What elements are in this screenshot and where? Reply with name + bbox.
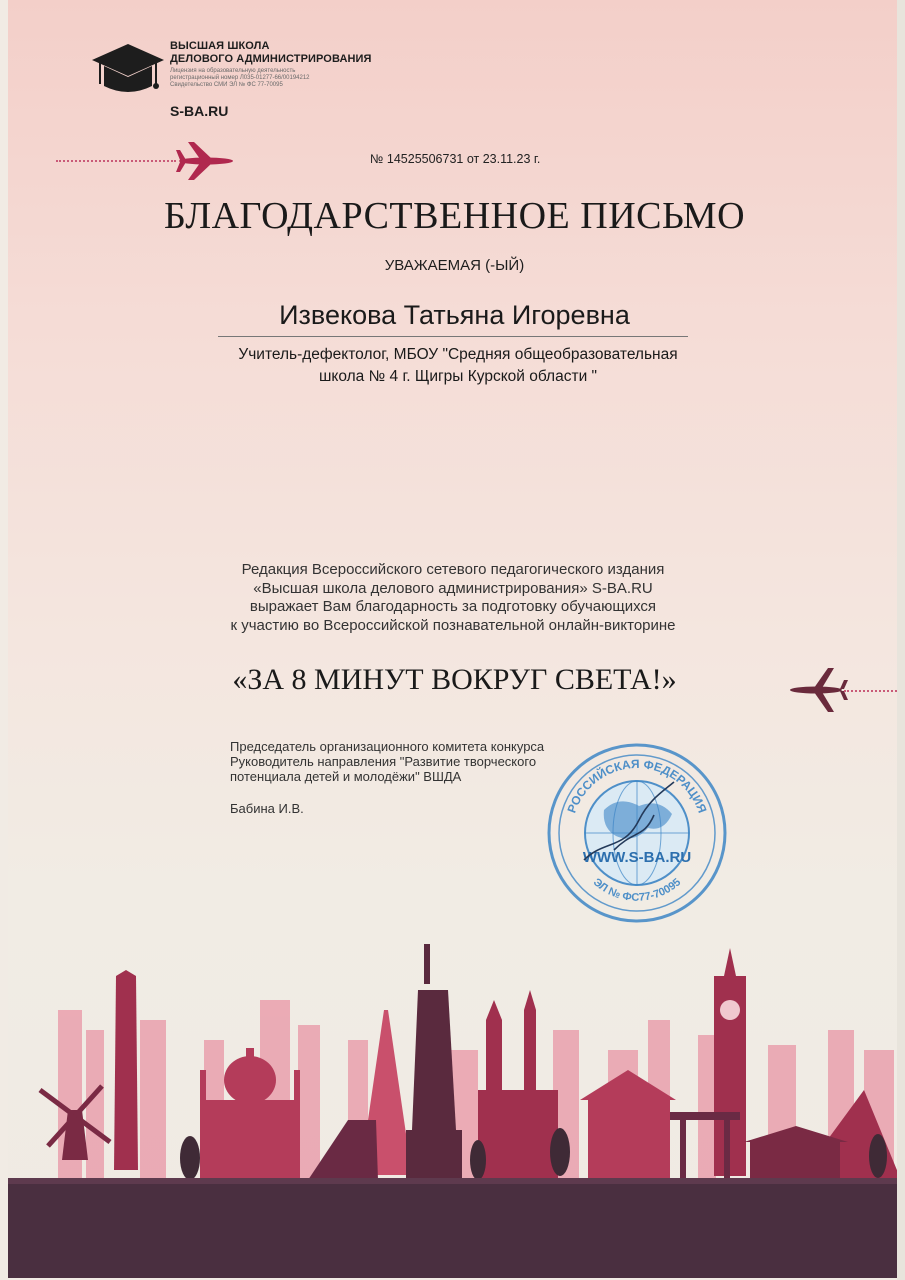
signer-line3: потенциала детей и молодёжи" ВШДА xyxy=(230,769,462,784)
brand-license-line2: регистрационный номер Л035-01277-66/00194212 xyxy=(170,75,310,81)
brand-name-line1: ВЫСШАЯ ШКОЛА xyxy=(170,40,270,52)
brand-site: S-BA.RU xyxy=(170,103,229,119)
signer-line2: Руководитель направления "Развитие творческого xyxy=(230,754,537,769)
stamp-bottom-text: ЭЛ № ФС77-70095 xyxy=(590,876,684,904)
letter-body xyxy=(118,561,788,635)
city-skyline-illustration xyxy=(8,930,901,1278)
brand-license-line1: Лицензия на образовательную деятельность xyxy=(170,68,296,74)
recipient-name: Извекова Татьяна Игоревна xyxy=(279,300,630,330)
salutation: УВАЖАЕМАЯ (-ЫЙ) xyxy=(384,257,525,274)
airplane-icon xyxy=(174,140,236,182)
dotted-divider-right xyxy=(844,690,900,692)
signer-title xyxy=(230,739,544,784)
stamp-center-text: WWW.S-BA.RU xyxy=(582,849,692,866)
brand-name-line2: ДЕЛОВОГО АДМИНИСТРИРОВАНИЯ xyxy=(170,53,372,65)
body-line2: «Высшая школа делового администрирования» S-BA.RU xyxy=(253,579,653,597)
position-line1: Учитель-дефектолог, МБОУ "Средняя общеобразовательная xyxy=(238,346,678,363)
signer-name: Бабина И.В. xyxy=(230,801,304,816)
document-number: № 14525506731 от 23.11.23 г. xyxy=(370,152,541,166)
quiz-title: «ЗА 8 МИНУТ ВОКРУГ СВЕТА!» xyxy=(232,663,677,696)
body-line3: выражает Вам благодарность за подготовку обучающихся xyxy=(249,598,657,615)
scan-edge xyxy=(897,0,905,1280)
official-stamp xyxy=(544,740,730,926)
signer-line1: Председатель организационного комитета конкурса xyxy=(230,739,545,754)
brand-name xyxy=(170,40,372,66)
letter-sheet xyxy=(8,0,901,1278)
brand-license-line3: Свидетельство СМИ ЭЛ № ФС 77-70095 xyxy=(170,82,283,88)
recipient-underline xyxy=(218,336,688,337)
dotted-divider-top xyxy=(56,160,176,162)
page-title: БЛАГОДАРСТВЕННОЕ ПИСЬМО xyxy=(163,195,746,237)
brand-license xyxy=(170,68,380,89)
airplane-icon-right xyxy=(786,666,848,714)
position-line2: школа № 4 г. Щигры Курской области " xyxy=(318,368,598,385)
graduation-cap-icon xyxy=(90,40,166,100)
recipient-position xyxy=(158,344,758,388)
stamp-top-text: РОССИЙСКАЯ ФЕДЕРАЦИЯ xyxy=(564,756,710,815)
body-line1: Редакция Всероссийского сетевого педагогического издания xyxy=(241,561,665,578)
body-line4: к участию во Всероссийской познавательной онлайн-викторине xyxy=(230,616,676,634)
